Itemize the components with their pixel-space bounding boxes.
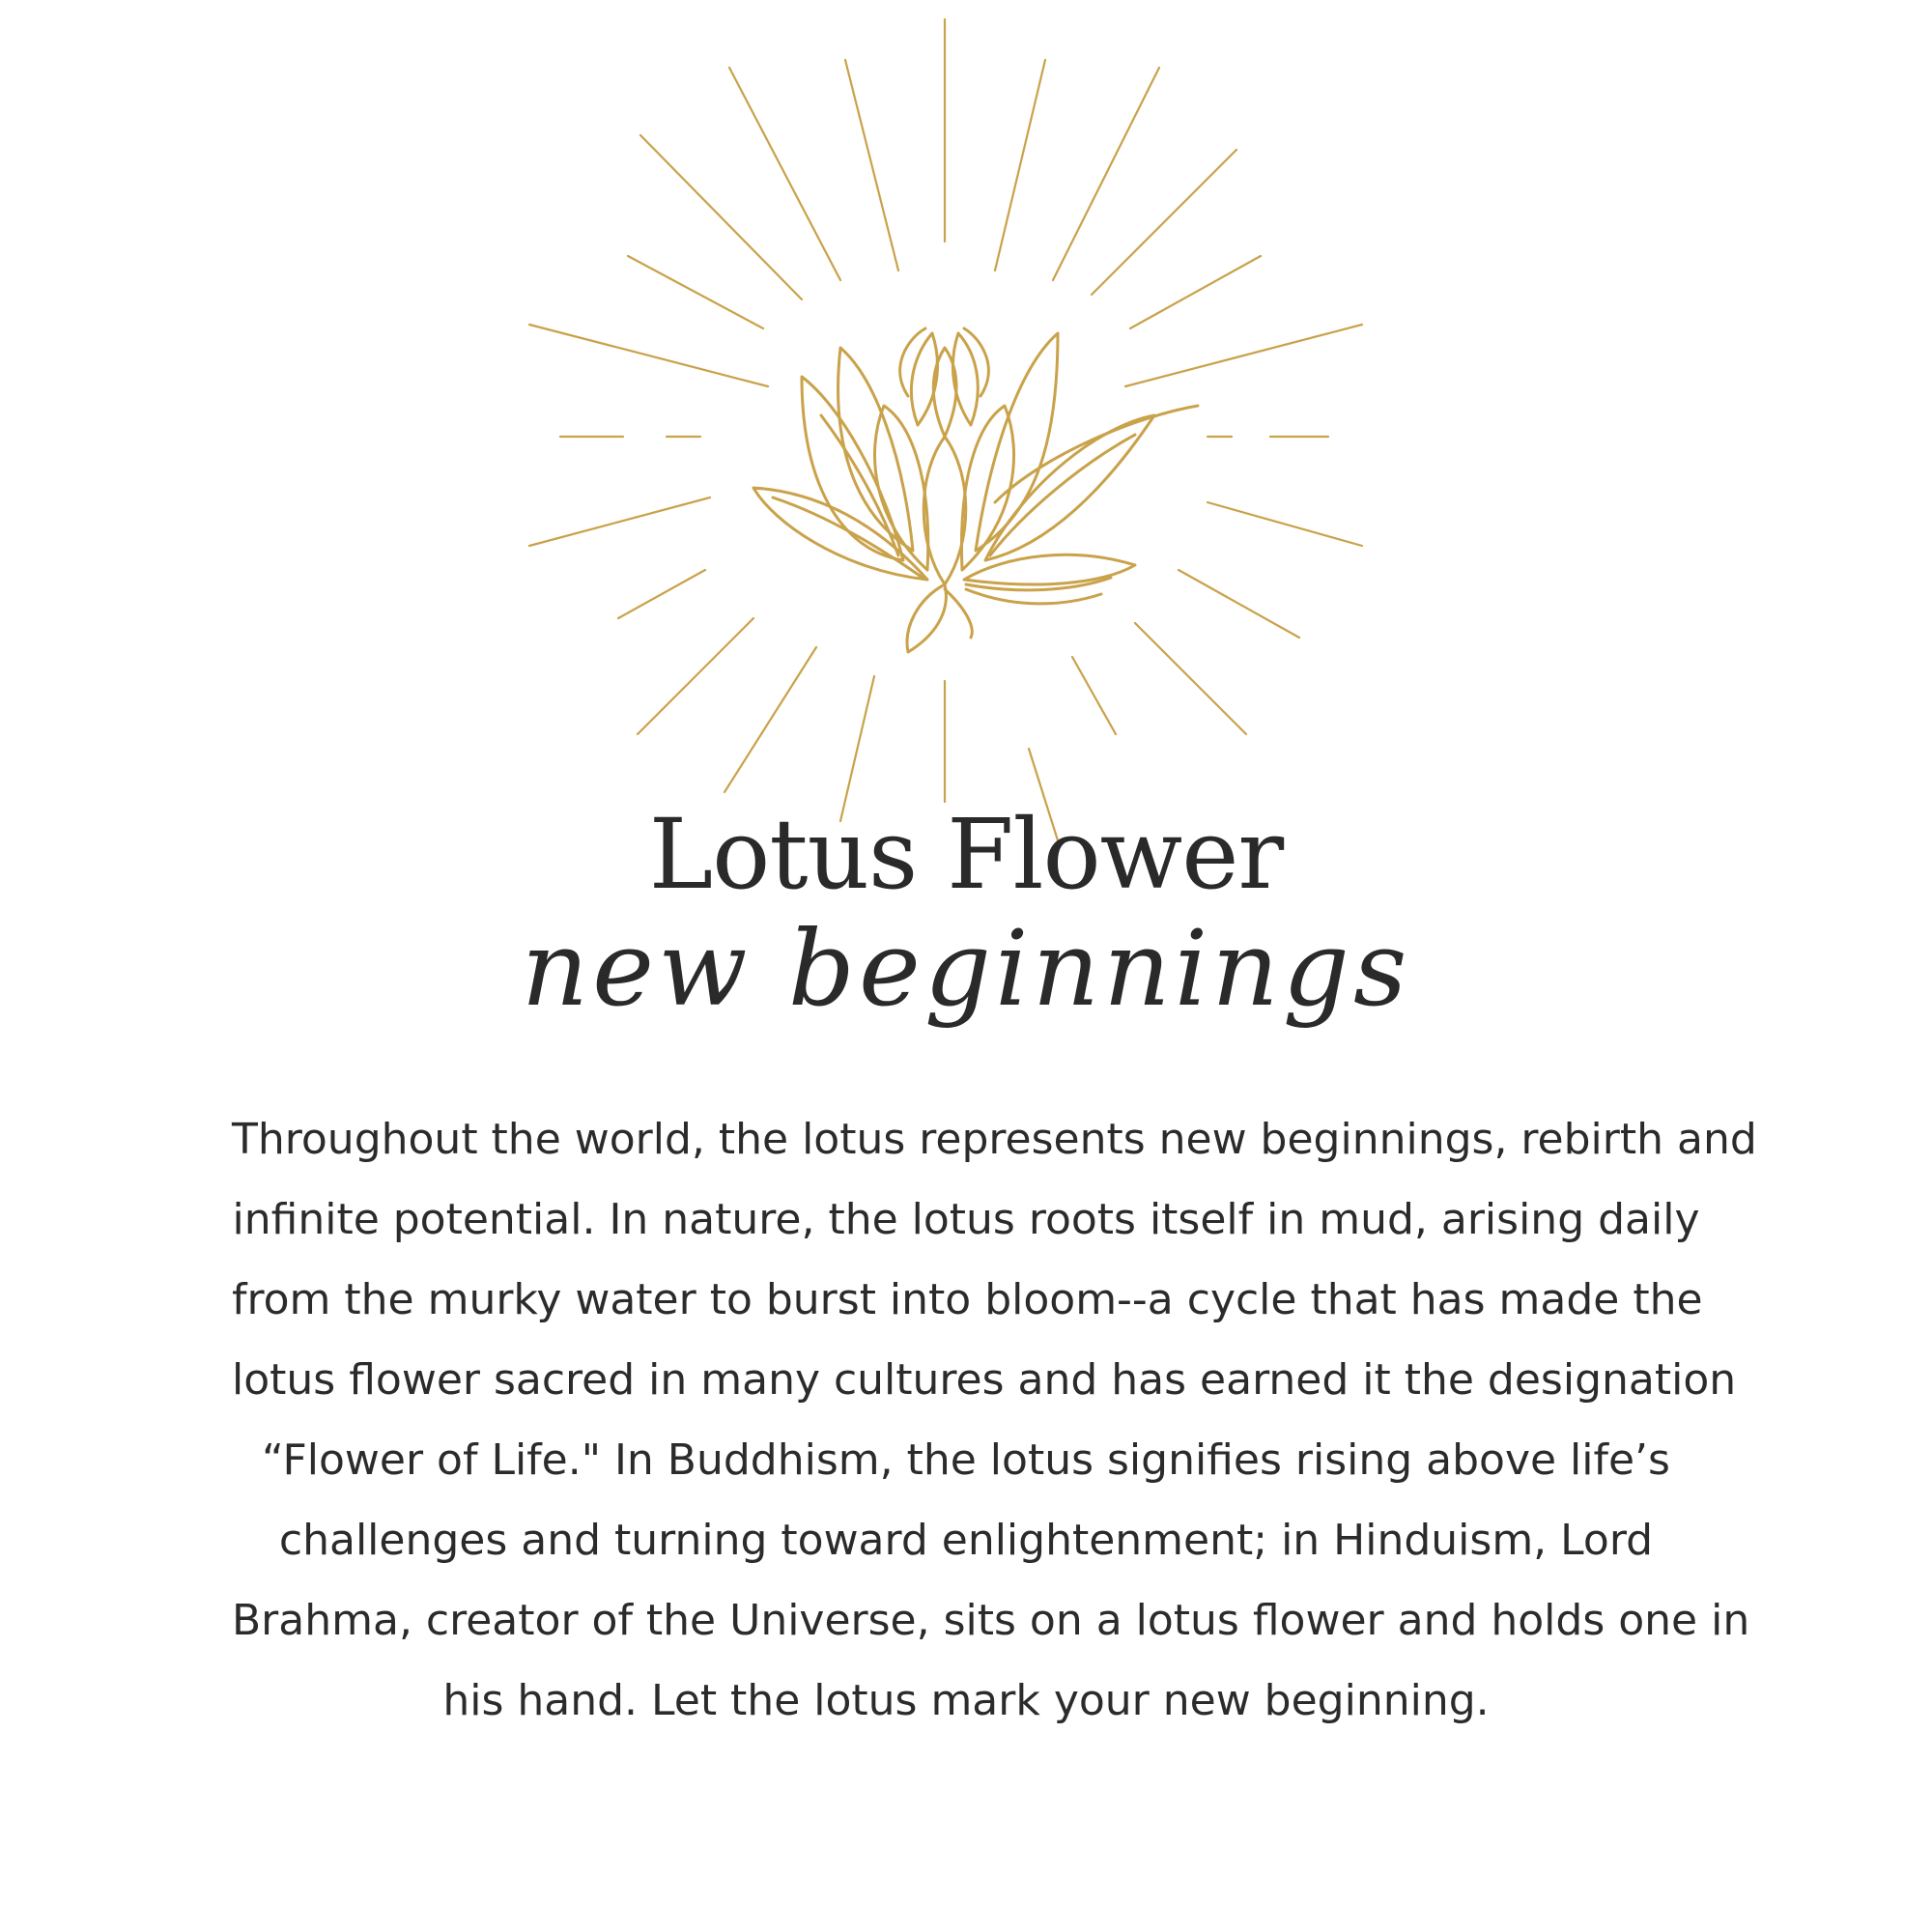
body-line: challenges and turning toward enlightenment; in Hinduism, Lord <box>278 1516 1654 1565</box>
body-line: Throughout the world, the lotus represents new beginnings, rebirth and <box>232 1115 1757 1164</box>
sunburst-rays <box>529 19 1362 840</box>
body-line: his hand. Let the lotus mark your new beginning. <box>442 1676 1490 1725</box>
body-line: lotus flower sacred in many cultures and has earned it the designation <box>232 1355 1737 1405</box>
body-line: from the murky water to burst into bloom--a cycle that has made the <box>232 1275 1703 1324</box>
lotus-icon <box>753 328 1198 652</box>
body-line: Brahma, creator of the Universe, sits on a lotus flower and holds one in <box>232 1596 1750 1645</box>
body-line: infinite potential. In nature, the lotus roots itself in mud, arising daily <box>232 1195 1700 1244</box>
body-line: “Flower of Life." In Buddhism, the lotus signifies rising above life’s <box>262 1435 1670 1485</box>
body-paragraph <box>232 1099 1757 1741</box>
lotus-illustration <box>0 0 1932 889</box>
page-title: Lotus Flower <box>648 798 1284 911</box>
page-subtitle: new beginnings <box>521 909 1411 1030</box>
